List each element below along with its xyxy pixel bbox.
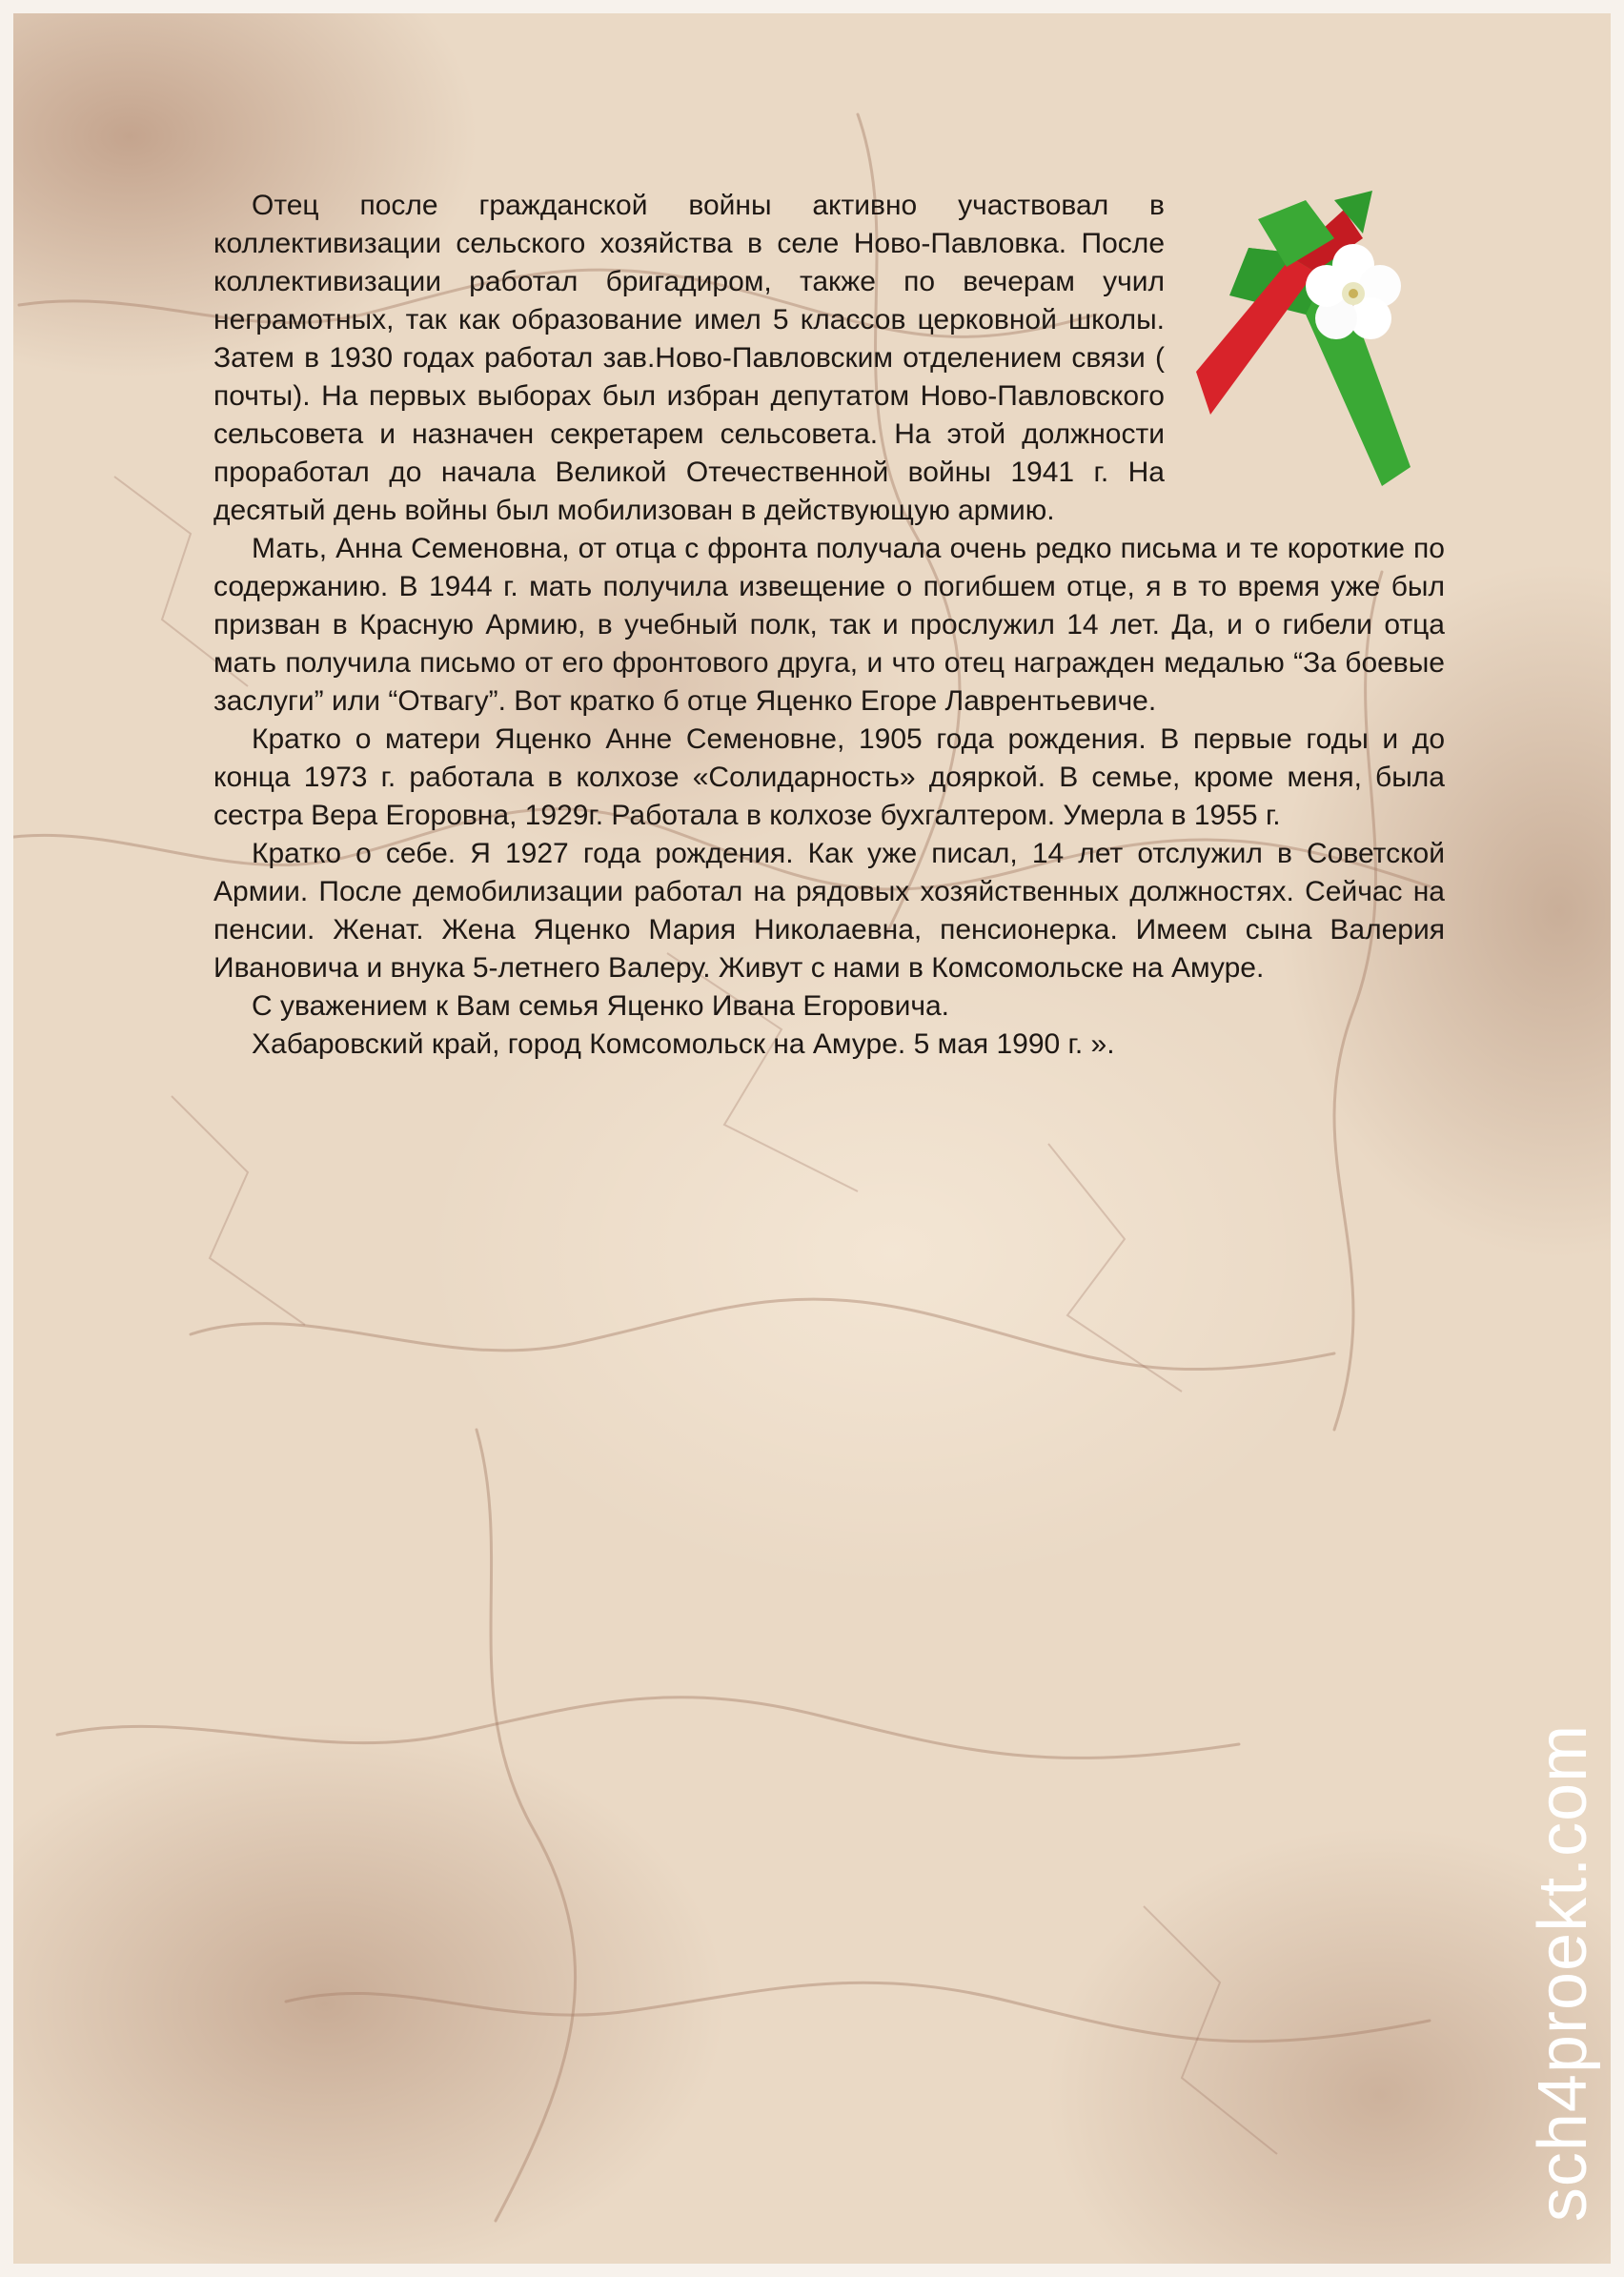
paragraph-mother-letters: Мать, Анна Семеновна, от отца с фронта получала очень редко письма и те короткие по содержанию. В 1944 г. мать получила извещение о погибшем отце, я в то время уже был призван в Красную Армию, в учебный полк, так и прослужил 14 лет. Да, и о гибели отца мать получила письмо от его фронтового друга, и что отец награжден медалью “За боевые заслуги” или “Отвагу”. Вот кратко б отце Яценко Егоре Лаврентьевиче.	[213, 533, 1445, 717]
paragraph-mother: Кратко о матери Яценко Анне Семеновне, 1905 года рождения. В первые годы и до конца 1973 г. работала в колхозе «Солидарность» дояркой. В семье, кроме меня, была сестра Вера Егоровна, 1929г. Работала в колхозе бухгалтером. Умерла в 1955 г.	[213, 723, 1445, 831]
place-date-line: Хабаровский край, город Комсомольск на Амуре. 5 мая 1990 г. ».	[252, 1028, 1115, 1060]
paragraph-father: Отец после гражданской войны активно участвовал в коллективизации сельского хозяйства в селе Ново-Павловка. После коллективизации работал бригадиром, также по вечерам учил неграмотных, так как образование имел 5 классов церковной школы. Затем в 1930 годах работал зав.Ново-Павловским отделением связи ( почты). На первых выборах был избран депутатом Ново-Павловского сельсовета и назначен секретарем сельсовета. На этой должности проработал до начала Великой Отечественной войны 1941 г. На десятый день войны был мобилизован в действующую армию.	[213, 190, 1165, 526]
paragraph-self: Кратко о себе. Я 1927 года рождения. Как уже писал, 14 лет отслужил в Советской Армии. После демобилизации работал на рядовых хозяйственных должностях. Сейчас на пенсии. Женат. Жена Яценко Мария Николаевна, пенсионерка. Имеем сына Валерия Ивановича и внука 5-летнего Валеру. Живут с нами в Комсомольске на Амуре.	[213, 838, 1445, 984]
watermark-text: sch4proekt.com	[1525, 1723, 1601, 2223]
closing-line: С уважением к Вам семья Яценко Ивана Егоровича.	[252, 990, 950, 1022]
letter-text	[213, 187, 1445, 1064]
